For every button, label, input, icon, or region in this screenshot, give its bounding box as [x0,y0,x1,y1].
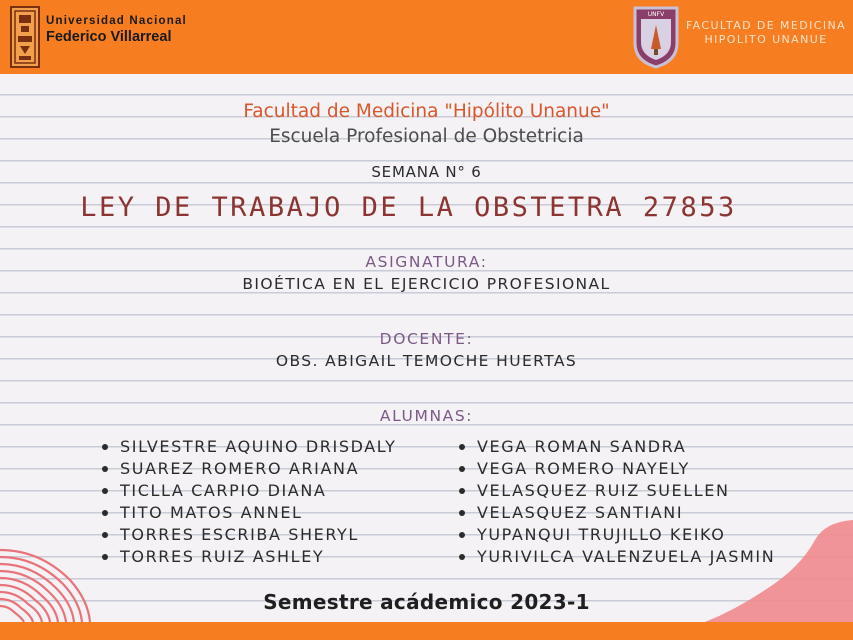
faculty-crest-icon [632,5,680,69]
student-item: VEGA ROMERO NAYELY [457,458,775,480]
teacher-label: DOCENTE: [379,330,474,348]
student-item: SUAREZ ROMERO ARIANA [100,458,397,480]
student-item: YURIVILCA VALENZUELA JASMIN [457,546,775,568]
faculty-header [685,19,847,47]
student-item: VELASQUEZ SANTIANI [457,502,775,524]
course-label: ASIGNATURA: [365,253,488,271]
student-item: YUPANQUI TRUJILLO KEIKO [457,524,775,546]
student-item: VELASQUEZ RUIZ SUELLEN [457,480,775,502]
course-value: BIOÉTICA EN EL EJERCICIO PROFESIONAL [242,275,611,293]
students-list-left [100,436,397,568]
crest-text: UNFV [647,11,665,18]
student-item: TORRES RUIZ ASHLEY [100,546,397,568]
student-item: VEGA ROMAN SANDRA [457,436,775,458]
footer-bar [0,622,853,640]
university-name [46,16,187,44]
topic-title: LEY DE TRABAJO DE LA OBSTETRA 27853 [80,192,737,223]
university-name-line1: Universidad Nacional [46,15,187,27]
teacher-value: OBS. ABIGAIL TEMOCHE HUERTAS [275,352,578,370]
university-name-line2: Federico Villarreal [46,28,172,45]
student-item: TITO MATOS ANNEL [100,502,397,524]
student-item: TICLLA CARPIO DIANA [100,480,397,502]
student-item: TORRES ESCRIBA SHERYL [100,524,397,546]
students-label: ALUMNAS: [379,407,474,425]
semester-label: Semestre acádemico 2023-1 [263,590,590,614]
school-title: Escuela Profesional de Obstetricia [269,126,584,147]
university-logo-icon [10,6,40,68]
week-label: SEMANA N° 6 [371,163,482,181]
student-item: SILVESTRE AQUINO DRISDALY [100,436,397,458]
faculty-header-line1: FACULTAD DE MEDICINA [685,19,847,32]
faculty-header-line2: HIPOLITO UNANUE [704,32,828,46]
faculty-title: Facultad de Medicina "Hipólito Unanue" [243,101,610,122]
